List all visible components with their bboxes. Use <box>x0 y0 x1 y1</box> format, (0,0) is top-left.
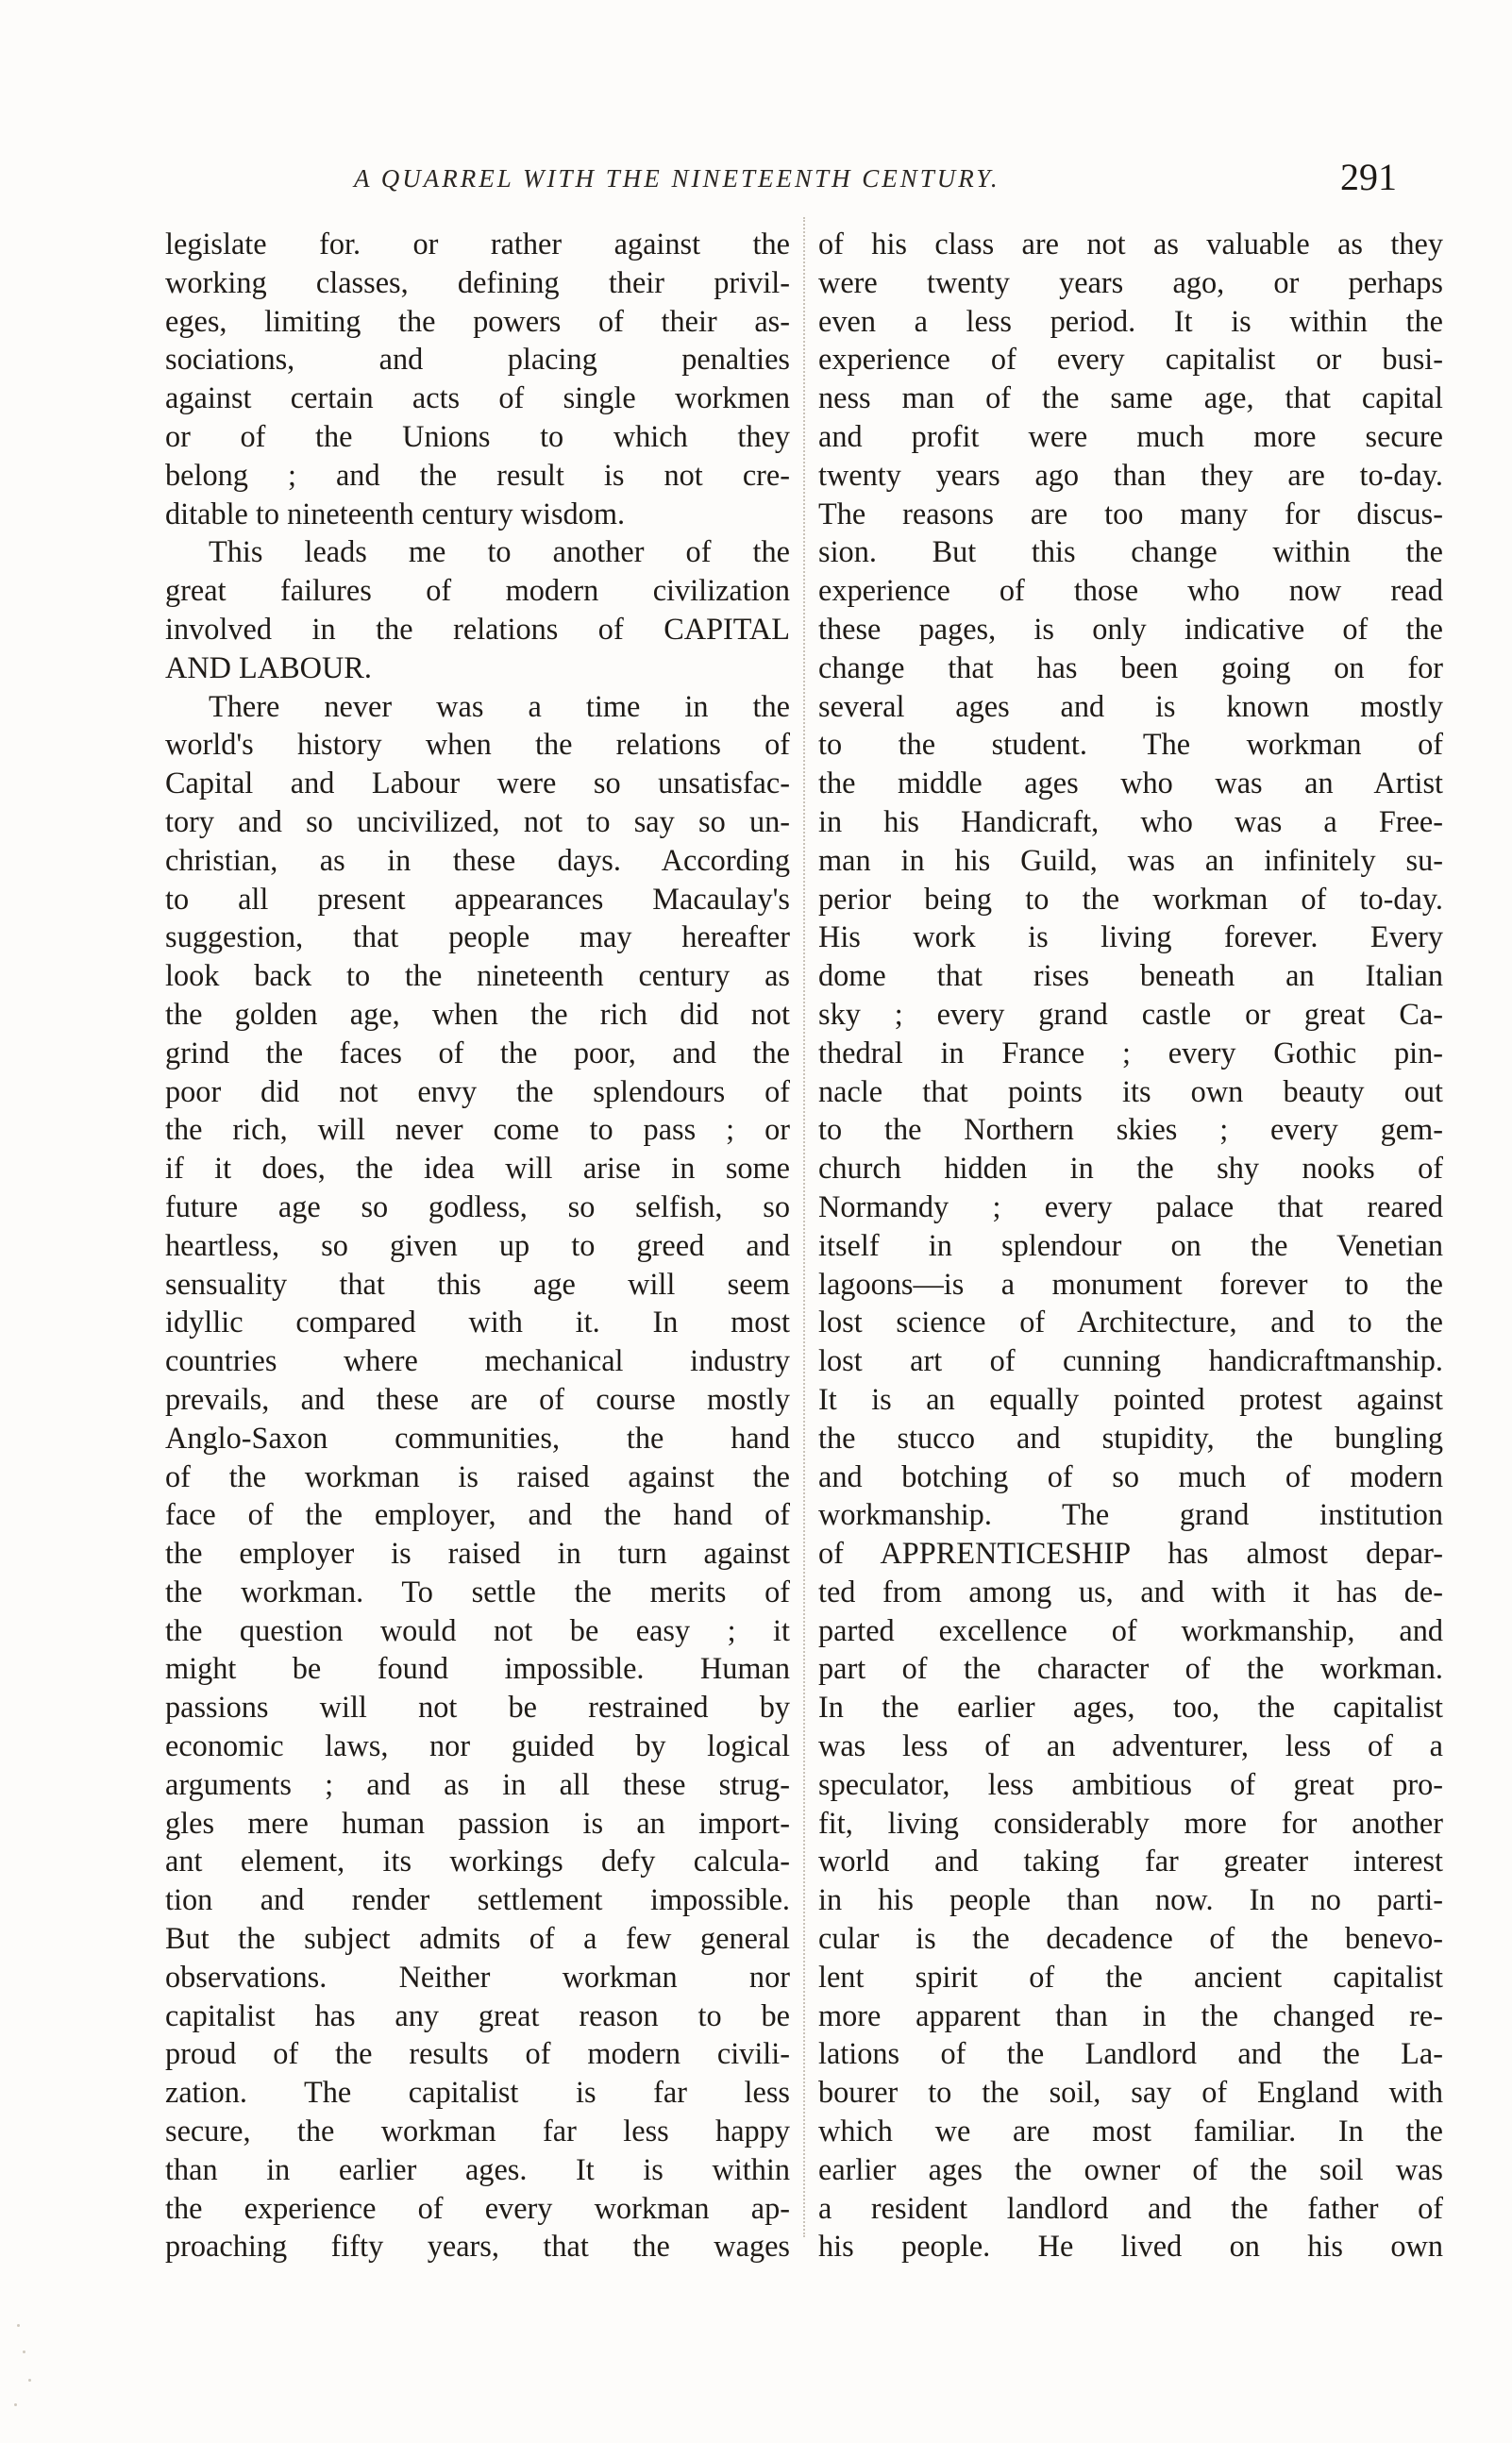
text-line: the experience of every workman ap- <box>165 2190 790 2225</box>
text-line: tion and render settlement impossible. <box>165 1882 790 1917</box>
text-line: suggestion, that people may hereafter <box>165 919 790 954</box>
text-line: these pages, is only indicative of the <box>818 611 1443 646</box>
text-line: eges, limiting the powers of their as- <box>165 303 790 338</box>
text-line: and profit were much more secure <box>818 418 1443 453</box>
paper-speck <box>28 2379 31 2382</box>
text-line: countries where mechanical industry <box>165 1343 790 1378</box>
running-head <box>160 151 1435 208</box>
text-line: passions will not be restrained by <box>165 1690 790 1725</box>
text-line: grind the faces of the poor, and the <box>165 1035 790 1070</box>
right-column <box>818 225 1443 2266</box>
text-line: was less of an adventurer, less of a <box>818 1728 1443 1763</box>
text-line: AND LABOUR. <box>165 649 372 684</box>
text-line: man in his Guild, was an infinitely su- <box>818 842 1443 877</box>
text-line: tory and so uncivilized, not to say so un- <box>165 803 790 838</box>
text-line: secure, the workman far less happy <box>165 2114 790 2148</box>
text-line: capitalist has any great reason to be <box>165 1997 790 2032</box>
text-line: might be found impossible. Human <box>165 1651 790 1686</box>
paper-speck <box>17 2324 20 2327</box>
text-line: the golden age, when the rich did not <box>165 996 790 1031</box>
text-line: christian, as in these days. According <box>165 842 790 877</box>
text-line: cular is the decadence of the benevo- <box>818 1921 1443 1956</box>
text-line: to all present appearances Macaulay's <box>165 881 790 916</box>
text-line: itself in splendour on the Venetian <box>818 1227 1443 1262</box>
text-line: the question would not be easy ; it <box>165 1612 790 1647</box>
text-line: workmanship. The grand institution <box>818 1497 1443 1532</box>
text-line: than in earlier ages. It is within <box>165 2151 790 2186</box>
text-line: even a less period. It is within the <box>818 303 1443 338</box>
text-line: earlier ages the owner of the soil was <box>818 2151 1443 2186</box>
text-line: nacle that points its own beauty out <box>818 1073 1443 1108</box>
text-line: involved in the relations of CAPITAL <box>165 611 790 646</box>
text-line: if it does, the idea will arise in some <box>165 1151 790 1186</box>
text-line: twenty years ago than they are to-day. <box>818 457 1443 492</box>
text-line: lost art of cunning handicraftmanship. <box>818 1343 1443 1378</box>
text-line: which we are most familiar. In the <box>818 2114 1443 2148</box>
text-line: His work is living forever. Every <box>818 919 1443 954</box>
text-line: In the earlier ages, too, the capitalist <box>818 1690 1443 1725</box>
text-line: were twenty years ago, or perhaps <box>818 264 1443 299</box>
text-line: of his class are not as valuable as they <box>818 227 1443 261</box>
text-line: prevails, and these are of course mostly <box>165 1381 790 1416</box>
text-line: bourer to the soil, say of England with <box>818 2075 1443 2110</box>
text-line: perior being to the workman of to-day. <box>818 881 1443 916</box>
text-line: belong ; and the result is not cre- <box>165 457 790 492</box>
text-line: in his people than now. In no parti- <box>818 1882 1443 1917</box>
text-line: experience of every capitalist or busi- <box>818 342 1443 377</box>
text-line: to the Northern skies ; every gem- <box>818 1112 1443 1147</box>
text-line: great failures of modern civilization <box>165 573 790 608</box>
text-line: the middle ages who was an Artist <box>818 766 1443 800</box>
text-line: This leads me to another of the <box>209 534 790 569</box>
text-line: more apparent than in the changed re- <box>818 1997 1443 2032</box>
text-line: speculator, less ambitious of great pro- <box>818 1766 1443 1801</box>
text-line: ant element, its workings defy calcula- <box>165 1844 790 1879</box>
left-column <box>165 225 790 2266</box>
text-line: observations. Neither workman nor <box>165 1959 790 1994</box>
paper-speck <box>23 2350 25 2353</box>
text-line: poor did not envy the splendours of <box>165 1073 790 1108</box>
text-line: lations of the Landlord and the La- <box>818 2036 1443 2071</box>
text-line: ditable to nineteenth century wisdom. <box>165 496 626 531</box>
text-line: a resident landlord and the father of <box>818 2190 1443 2225</box>
text-line: the rich, will never come to pass ; or <box>165 1112 790 1147</box>
page-number: 291 <box>1340 156 1397 198</box>
text-line: against certain acts of single workmen <box>165 380 790 415</box>
text-line: Capital and Labour were so unsatisfac- <box>165 766 790 800</box>
text-line: in his Handicraft, who was a Free- <box>818 803 1443 838</box>
text-line: lost science of Architecture, and to the <box>818 1305 1443 1339</box>
text-line: ted from among us, and with it has de- <box>818 1574 1443 1609</box>
text-line: the employer is raised in turn against <box>165 1536 790 1571</box>
text-line: ness man of the same age, that capital <box>818 380 1443 415</box>
text-line: sky ; every grand castle or great Ca- <box>818 996 1443 1031</box>
text-line: part of the character of the workman. <box>818 1651 1443 1686</box>
text-line: idyllic compared with it. In most <box>165 1305 790 1339</box>
text-line: The reasons are too many for discus- <box>818 496 1443 531</box>
text-line: experience of those who now read <box>818 573 1443 608</box>
text-line: look back to the nineteenth century as <box>165 958 790 993</box>
text-line: change that has been going on for <box>818 649 1443 684</box>
text-line: Anglo-Saxon communities, the hand <box>165 1420 790 1455</box>
text-line: his people. He lived on his own <box>818 2229 1443 2264</box>
text-line: economic laws, nor guided by logical <box>165 1728 790 1763</box>
text-line: But the subject admits of a few general <box>165 1921 790 1956</box>
text-line: sion. But this change within the <box>818 534 1443 569</box>
text-line: the workman. To settle the merits of <box>165 1574 790 1609</box>
column-gutter <box>803 217 805 2237</box>
text-line: lent spirit of the ancient capitalist <box>818 1959 1443 1994</box>
text-line: It is an equally pointed protest against <box>818 1381 1443 1416</box>
text-line: or of the Unions to which they <box>165 418 790 453</box>
text-line: sensuality that this age will seem <box>165 1266 790 1301</box>
paper-speck <box>14 2403 17 2406</box>
text-line: legislate for. or rather against the <box>165 227 790 261</box>
text-line: fit, living considerably more for another <box>818 1805 1443 1840</box>
text-line: sociations, and placing penalties <box>165 342 790 377</box>
text-line: of APPRENTICESHIP has almost depar- <box>818 1536 1443 1571</box>
text-line: lagoons—is a monument forever to the <box>818 1266 1443 1301</box>
text-line: world and taking far greater interest <box>818 1844 1443 1879</box>
text-line: church hidden in the shy nooks of <box>818 1151 1443 1186</box>
text-line: future age so godless, so selfish, so <box>165 1188 790 1223</box>
text-line: and botching of so much of modern <box>818 1458 1443 1493</box>
text-line: thedral in France ; every Gothic pin- <box>818 1035 1443 1070</box>
text-line: Normandy ; every palace that reared <box>818 1188 1443 1223</box>
text-line: working classes, defining their privil- <box>165 264 790 299</box>
text-line: arguments ; and as in all these strug- <box>165 1766 790 1801</box>
text-line: several ages and is known mostly <box>818 688 1443 723</box>
text-line: proud of the results of modern civili- <box>165 2036 790 2071</box>
text-line: gles mere human passion is an import- <box>165 1805 790 1840</box>
text-line: world's history when the relations of <box>165 727 790 762</box>
text-line: There never was a time in the <box>209 688 790 723</box>
text-line: heartless, so given up to greed and <box>165 1227 790 1262</box>
text-line: parted excellence of workmanship, and <box>818 1612 1443 1647</box>
running-title: A QUARREL WITH THE NINETEENTH CENTURY. <box>354 164 1000 193</box>
text-line: zation. The capitalist is far less <box>165 2075 790 2110</box>
text-line: dome that rises beneath an Italian <box>818 958 1443 993</box>
text-line: proaching fifty years, that the wages <box>165 2229 790 2264</box>
text-line: of the workman is raised against the <box>165 1458 790 1493</box>
text-line: to the student. The workman of <box>818 727 1443 762</box>
text-line: the stucco and stupidity, the bungling <box>818 1420 1443 1455</box>
text-line: face of the employer, and the hand of <box>165 1497 790 1532</box>
